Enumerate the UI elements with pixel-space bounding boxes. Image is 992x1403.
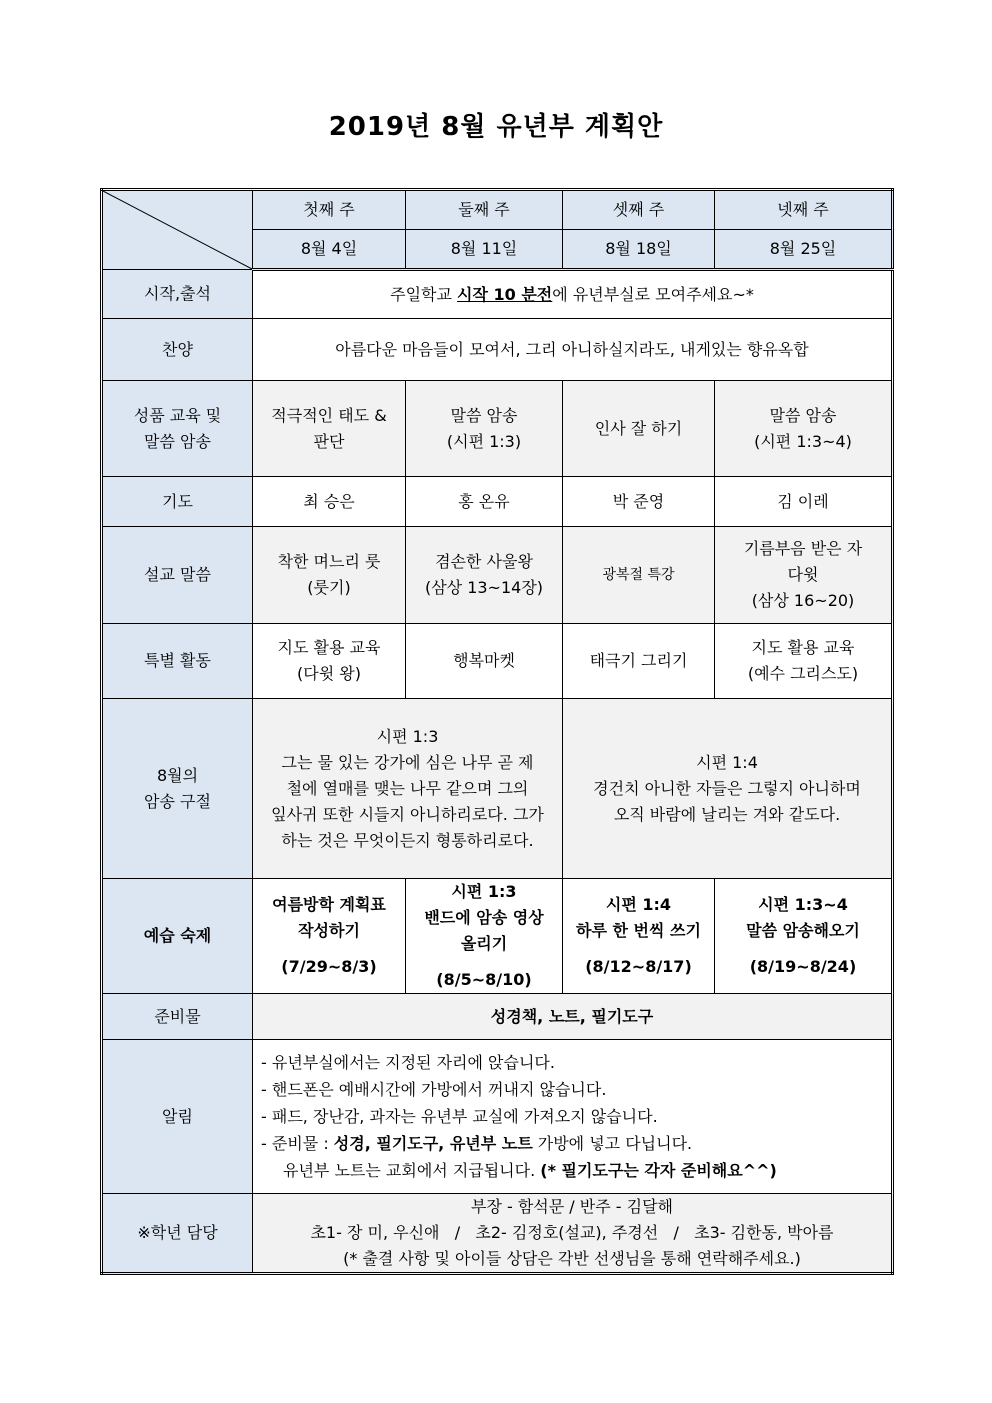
activity-cell-4 (715, 624, 893, 699)
staff-text (253, 1194, 893, 1274)
activity-cell-3 (563, 624, 715, 699)
staff-row (102, 1194, 893, 1274)
sermon-cell-3 (563, 527, 715, 624)
start-text-after: 에 유년부실로 모여주세요~* (552, 284, 754, 304)
homework-cell-2 (406, 879, 563, 994)
cell-line: (시편 1:3~4) (754, 431, 852, 451)
week-4-header: 넷째 주 (715, 190, 893, 230)
homework-dates: (8/19~8/24) (749, 957, 857, 976)
prayer-cell-2: 홍 온유 (406, 477, 563, 527)
cell-line: 지도 활용 교육 (277, 638, 381, 657)
cell-line: 말씀 암송해오기 (746, 921, 860, 940)
verse-label-line1: 8월의 (156, 765, 199, 785)
notice-line: - 패드, 장난감, 과자는 유년부 교실에 가져오지 않습니다. (261, 1107, 658, 1126)
cell-line: 착한 며느리 룻 (277, 552, 381, 571)
sermon-row (102, 527, 893, 624)
cell-line: 시편 1:3~4 (758, 895, 848, 914)
cell-line: (삼상 16~20) (751, 591, 855, 610)
character-label-line2: 말씀 암송 (144, 431, 211, 451)
diagonal-corner-cell (102, 190, 253, 270)
notice-line5-emphasis: (* 필기도구는 각자 준비해요^^) (540, 1161, 777, 1180)
character-label (102, 381, 253, 477)
cell-line: 말씀 암송 (450, 405, 518, 425)
notice-line4-emphasis: 성경, 필기도구, 유년부 노트 (333, 1134, 533, 1153)
cell-line: (예수 그리스도) (747, 664, 859, 683)
notice-row (102, 1040, 893, 1194)
character-cell-2 (406, 381, 563, 477)
verse-label (102, 699, 253, 879)
cell-line: 밴드에 암송 영상 (424, 908, 544, 927)
week-2-date: 8월 11일 (406, 230, 563, 270)
verse-right-ref: 시편 1:4 (696, 752, 758, 772)
prayer-row (102, 477, 893, 527)
sermon-label: 설교 말씀 (102, 527, 253, 624)
verse-left-ref: 시편 1:3 (376, 726, 439, 746)
character-row (102, 381, 893, 477)
character-cell-4 (715, 381, 893, 477)
notice-line (261, 1130, 885, 1157)
week-3-header: 셋째 주 (563, 190, 715, 230)
verse-line: 그는 물 있는 강가에 심은 나무 곧 제 (281, 752, 534, 772)
activity-cell-2 (406, 624, 563, 699)
sermon-cell-2 (406, 527, 563, 624)
start-text-before: 주일학교 (390, 284, 458, 304)
notice-line4-after: 가방에 넣고 다닙니다. (532, 1134, 693, 1153)
verse-left (253, 699, 563, 879)
week-3-date: 8월 18일 (563, 230, 715, 270)
week-1-header: 첫째 주 (253, 190, 406, 230)
prayer-cell-1: 최 승은 (253, 477, 406, 527)
cell-line: 적극적인 태도 & (271, 405, 387, 425)
notice-line (261, 1157, 885, 1184)
cell-line: 겸손한 사울왕 (435, 552, 533, 571)
cell-line: 하루 한 번씩 쓰기 (576, 921, 701, 940)
notice-text (253, 1040, 893, 1194)
cell-line: 기름부음 받은 자 (743, 539, 863, 558)
cell-line: 다윗 (787, 565, 819, 584)
prayer-label: 기도 (102, 477, 253, 527)
materials-row (102, 994, 893, 1040)
notice-line: - 유년부실에서는 지정된 자리에 앉습니다. (261, 1053, 555, 1072)
cell-line: 시편 1:4 (605, 895, 672, 914)
notice-line5-before: 유년부 노트는 교회에서 지급됩니다. (283, 1161, 541, 1180)
activity-row (102, 624, 893, 699)
cell-line: 올리기 (460, 934, 508, 953)
staff-line: 부장 - 함석문 / 반주 - 김달해 (470, 1197, 673, 1216)
materials-text: 성경책, 노트, 필기도구 (253, 994, 893, 1040)
week-4-date: 8월 25일 (715, 230, 893, 270)
character-cell-1 (253, 381, 406, 477)
homework-cell-3 (563, 879, 715, 994)
activity-label: 특별 활동 (102, 624, 253, 699)
character-cell-3 (563, 381, 715, 477)
cell-line: 지도 활용 교육 (751, 638, 855, 657)
verse-line: 오직 바람에 날리는 겨와 같도다. (613, 804, 841, 824)
cell-line: 말씀 암송 (769, 405, 837, 425)
homework-dates: (8/12~8/17) (585, 957, 692, 976)
activity-cell-1 (253, 624, 406, 699)
materials-label: 준비물 (102, 994, 253, 1040)
verse-line: 경건치 아니한 자들은 그렇지 아니하며 (593, 778, 861, 798)
verse-label-line2: 암송 구절 (144, 791, 211, 811)
homework-cell-1 (253, 879, 406, 994)
prayer-cell-3: 박 준영 (563, 477, 715, 527)
notice-line: - 핸드폰은 예배시간에 가방에서 꺼내지 않습니다. (261, 1080, 607, 1099)
cell-line: 여름방학 계획표 (272, 895, 386, 914)
cell-line: 행복마켓 (453, 651, 515, 670)
homework-dates: (7/29~8/3) (281, 957, 377, 976)
diagonal-line (103, 191, 252, 269)
plan-table (100, 188, 894, 1275)
homework-label: 예습 숙제 (102, 879, 253, 994)
homework-cell-4 (715, 879, 893, 994)
cell-line: 판단 (313, 431, 345, 451)
staff-line: (* 출결 사항 및 아이들 상담은 각반 선생님을 통해 연락해주세요.) (343, 1249, 801, 1268)
sermon-cell-4 (715, 527, 893, 624)
staff-label: ※학년 담당 (102, 1194, 253, 1274)
homework-row (102, 879, 893, 994)
week-1-date: 8월 4일 (253, 230, 406, 270)
praise-label: 찬양 (102, 319, 253, 381)
cell-line: 시편 1:3 (451, 882, 517, 901)
cell-line: (룻기) (307, 578, 351, 597)
notice-line4-before: - 준비물 : (261, 1134, 334, 1153)
sermon-cell-1 (253, 527, 406, 624)
staff-line: 초1- 장 미, 우신애 / 초2- 김정호(설교), 주경선 / 초3- 김한동, 박아름 (310, 1223, 834, 1242)
cell-line: 태극기 그리기 (589, 651, 688, 670)
week-2-header: 둘째 주 (406, 190, 563, 230)
character-label-line1: 성품 교육 및 (133, 405, 222, 425)
verse-row (102, 699, 893, 879)
verse-line: 철에 열매를 맺는 나무 같으며 그의 (286, 778, 529, 798)
verse-line: 하는 것은 무엇이든지 형통하리로다. (281, 830, 534, 850)
cell-line: 작성하기 (298, 921, 360, 940)
notice-label: 알림 (102, 1040, 253, 1194)
cell-line: (다윗 왕) (297, 664, 361, 683)
cell-line: 인사 잘 하기 (594, 418, 683, 438)
cell-line: (삼상 13~14장) (424, 578, 544, 597)
verse-line: 잎사귀 또한 시들지 아니하리로다. 그가 (271, 804, 544, 824)
start-text (253, 270, 893, 319)
verse-right (563, 699, 893, 879)
praise-row (102, 319, 893, 381)
page-title: 2019년 8월 유년부 계획안 (328, 112, 664, 142)
start-text-emphasis: 시작 10 분전 (457, 284, 553, 304)
prayer-cell-4: 김 이레 (715, 477, 893, 527)
week-header-row (102, 190, 893, 230)
start-row (102, 270, 893, 319)
cell-line: 광복절 특강 (602, 567, 675, 583)
praise-text: 아름다운 마음들이 모여서, 그리 아니하실지라도, 내게있는 향유옥합 (253, 319, 893, 381)
cell-line: (시편 1:3) (446, 431, 522, 451)
homework-dates: (8/5~8/10) (436, 970, 532, 989)
start-label: 시작,출석 (102, 270, 253, 319)
